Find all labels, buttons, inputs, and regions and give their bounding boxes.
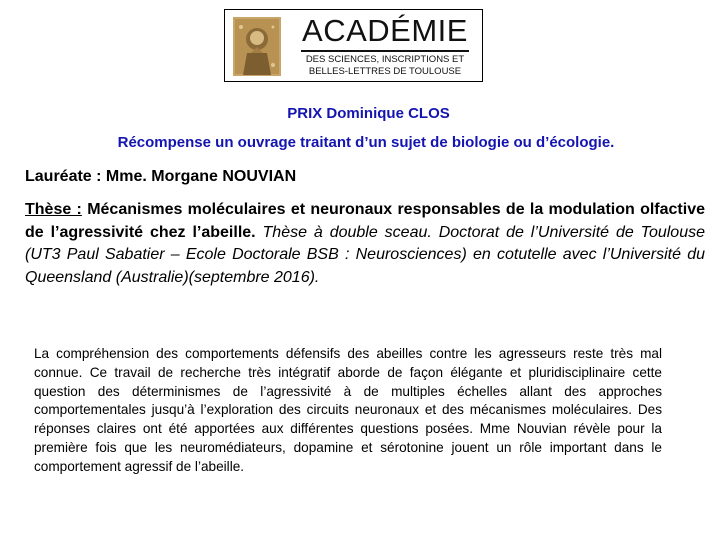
logo-text	[295, 14, 475, 78]
academy-logo	[224, 9, 483, 82]
summary-paragraph: La compréhension des comportements défensifs des abeilles contre les agresseurs reste très mal connue. Ce travail de recherche très intégratif aborde de façon élégante et pluridisciplinaire cette question des déterminismes de l’agressivité à de multiples échelles allant des approches comportementales jusqu’à l’exploration des circuits neuronaux et des mécanismes moléculaires. Des réponses claires ont été apportées aux différentes questions posées. Mme Nouvian révèle pour la première fois que les neuromédiateurs, dopamine et sérotonine jouent un rôle important dans le comportement agressif de l’abeille.	[34, 346, 662, 474]
thesis-label: Thèse :	[25, 201, 82, 218]
logo-subtitle-line2: BELLES-LETTRES DE TOULOUSE	[308, 66, 462, 77]
logo-title: ACADÉMIE	[302, 13, 468, 48]
prize-title: PRIX Dominique CLOS	[287, 105, 450, 122]
academy-seal-icon	[233, 17, 281, 76]
prize-description: Récompense un ouvrage traitant d’un sujet de biologie ou d’écologie.	[117, 134, 615, 151]
thesis-title: Mécanismes moléculaires et neuronaux responsables de la modulation olfactive de l’agressivité chez l’abeille.	[25, 201, 705, 241]
logo-divider	[301, 50, 469, 52]
thesis-paragraph	[25, 199, 705, 289]
logo-subtitle-line1: DES SCIENCES, INSCRIPTIONS ET	[305, 54, 465, 65]
laureate-line: Lauréate : Mme. Morgane NOUVIAN	[25, 168, 297, 185]
thesis-details: Thèse à double sceau. Doctorat de l’Université de Toulouse (UT3 Paul Sabatier – Ecole Doctorale BSB : Neurosciences) en cotutelle avec l’Université du Queensland (Australie)(septembre 2016).	[25, 223, 706, 286]
